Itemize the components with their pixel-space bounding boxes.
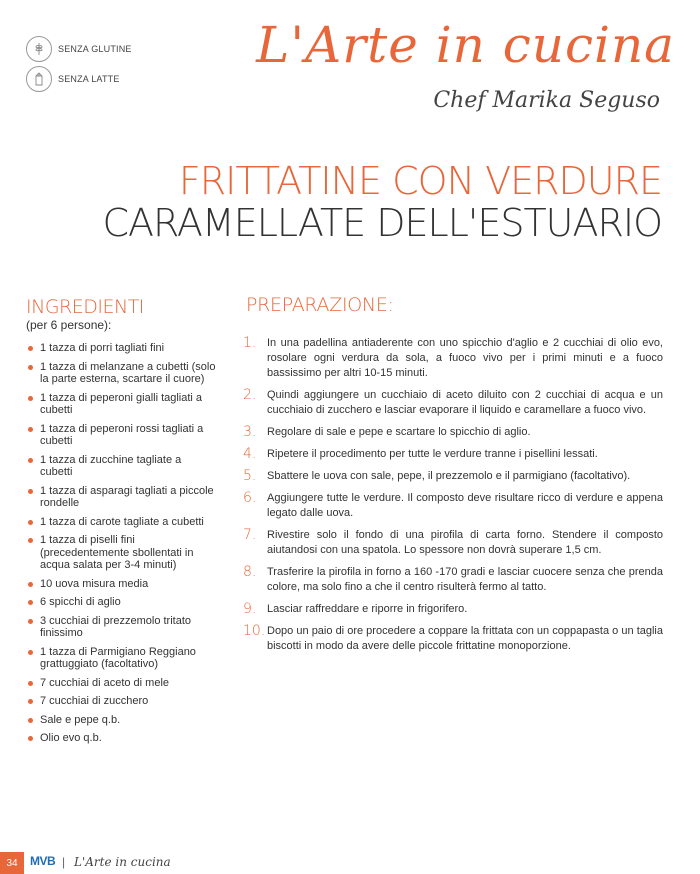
bullet-icon (28, 365, 33, 370)
step-text: Lasciar raffreddare e riporre in frigorifero. (267, 603, 468, 615)
magazine-section-title: L'Arte in cucina (256, 16, 675, 74)
step-number: 4. (243, 446, 257, 462)
ingredient-text: 1 tazza di carote tagliate a cubetti (40, 515, 204, 528)
lactose-free-label: SENZA LATTE (58, 74, 120, 84)
wheat-icon (26, 36, 52, 62)
bullet-icon (28, 582, 33, 587)
step-number: 9. (243, 601, 257, 617)
step-number: 10. (243, 623, 266, 639)
preparation-step (243, 469, 663, 484)
bullet-icon (28, 699, 33, 704)
ingredient-text: 7 cucchiai di aceto di mele (40, 676, 170, 689)
chef-name: Chef Marika Seguso (433, 88, 660, 113)
bullet-icon (28, 489, 33, 494)
page-footer (0, 852, 700, 874)
bullet-icon (28, 600, 33, 605)
step-text: Sbattere le uova con sale, pepe, il prezzemolo e il parmigiano (facoltativo). (267, 470, 631, 482)
ingredient-item (26, 423, 216, 448)
ingredient-item (26, 578, 216, 591)
ingredient-text: 1 tazza di piselli fini (precedentemente sbollentati in acqua salata per 3-4 minuti) (40, 534, 194, 571)
bullet-icon (28, 681, 33, 686)
ingredient-item (26, 392, 216, 417)
preparation-heading: PREPARAZIONE: (246, 294, 394, 316)
ingredient-text: 6 spicchi di aglio (40, 596, 121, 608)
recipe-title-line1: FRITTATINE CON VERDURE (178, 159, 662, 203)
ingredient-text: Sale e pepe q.b. (40, 713, 121, 726)
bullet-icon (28, 458, 33, 463)
bullet-icon (28, 396, 33, 401)
gluten-free-badge (26, 36, 132, 62)
step-text: Regolare di sale e pepe e scartare lo spicchio di aglio. (267, 426, 531, 438)
ingredient-item (26, 695, 216, 708)
ingredient-item (26, 714, 216, 727)
step-text: Rivestire solo il fondo di una pirofila di carta forno. Stendere il composto aiutandosi con una spatola. Lo spessore non dovrà superare 1,5 cm. (267, 529, 663, 556)
step-number: 5. (243, 468, 257, 484)
ingredient-text: 1 tazza di Parmigiano Reggiano grattuggiato (facoltativo) (40, 645, 196, 670)
bullet-icon (28, 736, 33, 741)
step-text: Aggiungere tutte le verdure. Il composto deve risultare ricco di verdure e appena legato dalle uova. (267, 492, 663, 519)
page-number: 34 (0, 852, 24, 874)
preparation-step (243, 602, 663, 617)
ingredient-item (26, 454, 216, 479)
preparation-step (243, 491, 663, 521)
ingredient-text: Olio evo q.b. (40, 732, 102, 744)
milk-carton-icon (26, 66, 52, 92)
bullet-icon (28, 718, 33, 723)
bullet-icon (28, 427, 33, 432)
preparation-step (243, 388, 663, 418)
ingredient-item (26, 534, 216, 572)
ingredients-heading: INGREDIENTI (26, 296, 144, 318)
ingredient-text: 1 tazza di peperoni rossi tagliati a cubetti (40, 422, 204, 447)
ingredient-text: 1 tazza di porri tagliati fini (40, 342, 165, 354)
preparation-step (243, 528, 663, 558)
step-text: Trasferire la pirofila in forno a 160 -170 gradi e lasciar cuocere senza che prenda colore, ma solo fino a che il centro risulterà fermo al tatto. (267, 566, 663, 593)
step-text: Quindi aggiungere un cucchiaio di aceto diluito con 2 cucchiai di acqua e un cucchiaio di zucchero e lasciar evaporare il liquido e caramellare a fuoco vivo. (267, 389, 663, 416)
preparation-step (243, 624, 663, 654)
bullet-icon (28, 538, 33, 543)
ingredient-text: 1 tazza di melanzane a cubetti (solo la parte esterna, scartare il cuore) (40, 360, 216, 385)
bullet-icon (28, 520, 33, 525)
step-number: 3. (243, 424, 257, 440)
step-number: 7. (243, 527, 257, 543)
ingredient-item (26, 516, 216, 529)
step-number: 1. (243, 335, 257, 351)
recipe-title-line2: CARAMELLATE DELL'ESTUARIO (102, 201, 662, 245)
step-number: 8. (243, 564, 257, 580)
bullet-icon (28, 346, 33, 351)
ingredient-text: 3 cucchiai di prezzemolo tritato finissimo (40, 614, 192, 639)
footer-section-title: L'Arte in cucina (74, 855, 171, 869)
step-number: 6. (243, 490, 257, 506)
ingredient-text: 10 uova misura media (40, 577, 149, 590)
ingredient-item (26, 677, 216, 690)
ingredient-text: 1 tazza di asparagi tagliati a piccole rondelle (40, 484, 214, 509)
bullet-icon (28, 619, 33, 624)
preparation-steps (243, 336, 663, 661)
ingredients-list (26, 342, 216, 751)
preparation-step (243, 447, 663, 462)
footer-separator: | (62, 855, 66, 869)
ingredient-item (26, 646, 216, 671)
step-text: Ripetere il procedimento per tutte le verdure tranne i pisellini lessati. (267, 448, 598, 460)
preparation-step (243, 336, 663, 381)
ingredient-item (26, 732, 216, 745)
ingredient-text: 1 tazza di zucchine tagliate a cubetti (40, 453, 182, 478)
gluten-free-label: SENZA GLUTINE (58, 44, 132, 54)
lactose-free-badge (26, 66, 120, 92)
step-number: 2. (243, 387, 257, 403)
ingredient-item (26, 485, 216, 510)
step-text: Dopo un paio di ore procedere a coppare la frittata con un coppapasta o un taglia biscotti in modo da avere delle piccole frittatine monoporzione. (267, 625, 663, 652)
ingredient-item (26, 615, 216, 640)
step-text: In una padellina antiaderente con uno spicchio d'aglio e 2 cucchiai di olio evo, rosolare ogni verdura da sola, a fuoco vivo per i primi minuti e a fuoco bassissimo per altri 10-15 minuti. (267, 337, 663, 379)
magazine-logo: MVB (30, 854, 56, 868)
bullet-icon (28, 650, 33, 655)
ingredient-item (26, 361, 216, 386)
ingredient-item (26, 342, 216, 355)
ingredient-item (26, 596, 216, 609)
servings-note: (per 6 persone): (26, 318, 112, 332)
preparation-step (243, 565, 663, 595)
ingredient-text: 1 tazza di peperoni gialli tagliati a cubetti (40, 391, 203, 416)
preparation-step (243, 425, 663, 440)
ingredient-text: 7 cucchiai di zucchero (40, 695, 149, 707)
